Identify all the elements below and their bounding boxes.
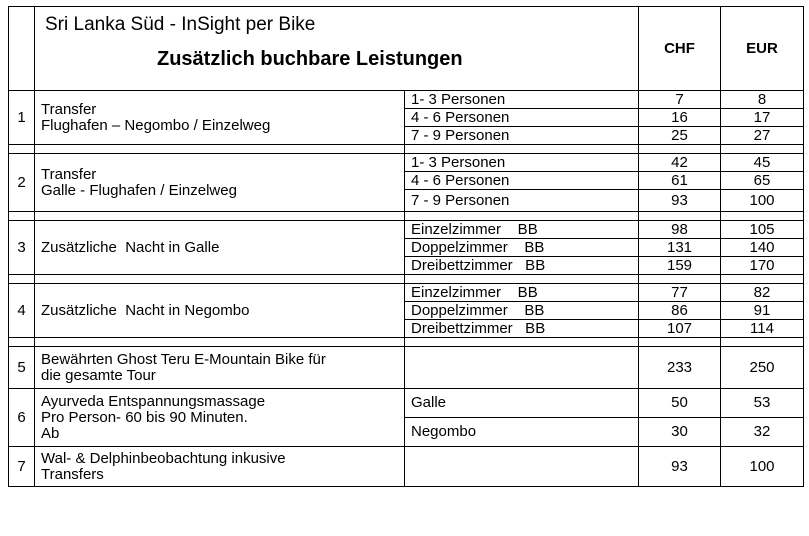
table-row — [9, 389, 804, 418]
price-eur: 170 — [721, 257, 804, 275]
price-eur: 45 — [721, 154, 804, 172]
option-label: Doppelzimmer BB — [405, 239, 639, 257]
row-desc-line: Zusätzliche Nacht in Negombo — [41, 301, 250, 319]
doc-subtitle: Zusätzlich buchbare Leistungen — [157, 48, 463, 70]
price-chf: 93 — [639, 447, 721, 487]
price-chf: 50 — [639, 389, 721, 418]
option-label: 7 - 9 Personen — [405, 127, 639, 145]
row-desc-line: Bewährten Ghost Teru E-Mountain Bike für — [41, 350, 326, 368]
price-chf: 77 — [639, 284, 721, 302]
row-number: 7 — [9, 447, 35, 487]
price-chf: 7 — [639, 91, 721, 109]
row-number: 1 — [9, 91, 35, 145]
price-eur: 114 — [721, 320, 804, 338]
option-label: Einzelzimmer BB — [405, 284, 639, 302]
row-number: 2 — [9, 154, 35, 212]
price-chf: 42 — [639, 154, 721, 172]
price-eur: 27 — [721, 127, 804, 145]
price-chf: 131 — [639, 239, 721, 257]
option-label: 4 - 6 Personen — [405, 109, 639, 127]
header-eur: EUR — [721, 7, 804, 91]
price-eur: 8 — [721, 91, 804, 109]
price-eur: 100 — [721, 190, 804, 212]
price-chf: 25 — [639, 127, 721, 145]
price-chf: 107 — [639, 320, 721, 338]
option-label: Einzelzimmer BB — [405, 221, 639, 239]
price-eur: 53 — [721, 389, 804, 418]
doc-title: Sri Lanka Süd - InSight per Bike — [45, 14, 316, 35]
spacer-row — [9, 275, 804, 284]
row-desc-line: Transfer — [41, 100, 97, 118]
row-desc-line: Pro Person- 60 bis 90 Minuten. — [41, 408, 248, 426]
row-number: 6 — [9, 389, 35, 447]
option-label-empty — [405, 347, 639, 389]
price-eur: 250 — [721, 347, 804, 389]
price-eur: 82 — [721, 284, 804, 302]
row-desc-line: Ayurveda Entspannungsmassage — [41, 392, 266, 410]
option-label: Negombo — [405, 418, 639, 447]
price-table — [8, 6, 804, 487]
row-desc-line: Ab — [41, 424, 60, 442]
table-row — [9, 221, 804, 239]
option-label: Doppelzimmer BB — [405, 302, 639, 320]
price-eur: 17 — [721, 109, 804, 127]
price-eur: 100 — [721, 447, 804, 487]
header-chf: CHF — [639, 7, 721, 91]
price-eur: 32 — [721, 418, 804, 447]
price-chf: 159 — [639, 257, 721, 275]
price-chf: 98 — [639, 221, 721, 239]
option-label: 7 - 9 Personen — [405, 190, 639, 212]
row-desc-line: Galle - Flughafen / Einzelweg — [41, 181, 237, 199]
row-description — [35, 447, 405, 487]
table-row — [9, 284, 804, 302]
spacer-row — [9, 145, 804, 154]
row-desc-line: Transfers — [41, 465, 104, 483]
option-label: Galle — [405, 389, 639, 418]
price-chf: 86 — [639, 302, 721, 320]
price-chf: 233 — [639, 347, 721, 389]
title-cell — [35, 7, 639, 91]
row-description — [35, 347, 405, 389]
option-label: 1- 3 Personen — [405, 154, 639, 172]
spacer-row — [9, 338, 804, 347]
row-number: 3 — [9, 221, 35, 275]
option-label: Dreibettzimmer BB — [405, 320, 639, 338]
price-chf: 30 — [639, 418, 721, 447]
price-eur: 91 — [721, 302, 804, 320]
option-label: Dreibettzimmer BB — [405, 257, 639, 275]
row-description — [35, 91, 405, 145]
price-eur: 140 — [721, 239, 804, 257]
row-desc-line: Zusätzliche Nacht in Galle — [41, 238, 220, 256]
row-number: 4 — [9, 284, 35, 338]
row-description — [35, 389, 405, 447]
row-desc-line: Flughafen – Negombo / Einzelweg — [41, 116, 271, 134]
row-desc-line: Wal- & Delphinbeobachtung inkusive — [41, 449, 286, 467]
price-eur: 65 — [721, 172, 804, 190]
header-row — [9, 7, 804, 91]
row-desc-line: Transfer — [41, 165, 97, 183]
table-row — [9, 447, 804, 487]
row-description — [35, 154, 405, 212]
table-row — [9, 347, 804, 389]
option-label: 4 - 6 Personen — [405, 172, 639, 190]
table-row — [9, 154, 804, 172]
row-number: 5 — [9, 347, 35, 389]
header-number-cell — [9, 7, 35, 91]
spacer-row — [9, 212, 804, 221]
row-description — [35, 284, 405, 338]
row-description — [35, 221, 405, 275]
option-label: 1- 3 Personen — [405, 91, 639, 109]
price-chf: 93 — [639, 190, 721, 212]
price-chf: 16 — [639, 109, 721, 127]
table-row — [9, 91, 804, 109]
price-chf: 61 — [639, 172, 721, 190]
option-label-empty — [405, 447, 639, 487]
price-eur: 105 — [721, 221, 804, 239]
row-desc-line: die gesamte Tour — [41, 366, 156, 384]
